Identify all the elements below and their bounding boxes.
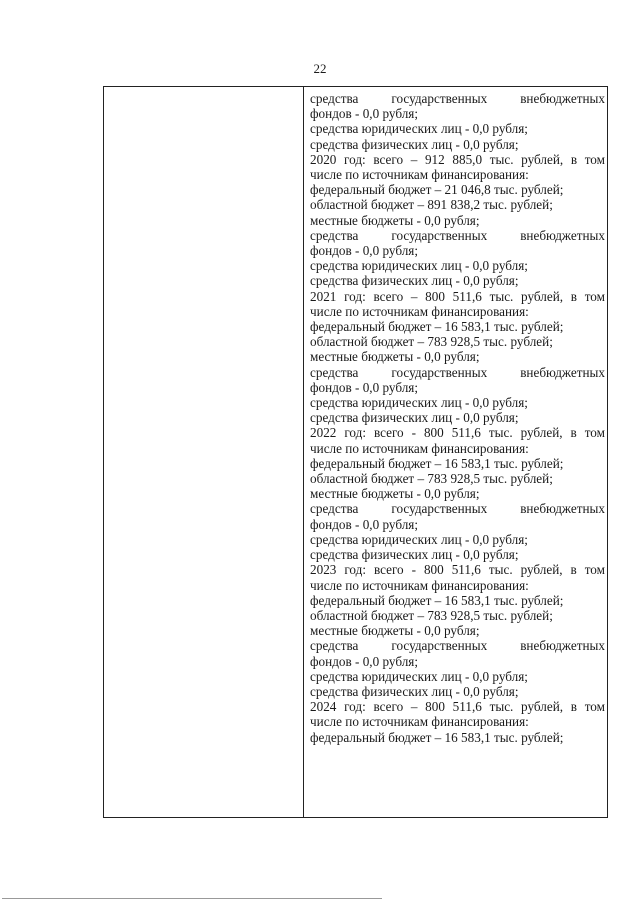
text-line: фондов - 0,0 рубля;: [310, 243, 419, 259]
text-line: средства государственных внебюджетных: [310, 638, 605, 654]
text-line: средства юридических лиц - 0,0 рубля;: [310, 531, 528, 547]
text-line: областной бюджет – 783 928,5 тыс. рублей;: [310, 607, 553, 623]
page-number: 22: [313, 61, 327, 76]
text-line: средства государственных внебюджетных: [310, 227, 605, 243]
text-line: фондов - 0,0 рубля;: [310, 106, 419, 122]
text-line: средства физических лиц - 0,0 рубля;: [310, 273, 519, 289]
text-line: 2022 год: всего - 800 511,6 тыс. рублей, в том: [310, 425, 605, 441]
text-line: средства государственных внебюджетных: [310, 91, 605, 106]
text-line: числе по источникам финансирования:: [310, 440, 529, 456]
text-line: 2024 год: всего – 800 511,6 тыс. рублей, в том: [310, 699, 605, 715]
text-line: числе по источникам финансирования:: [310, 714, 529, 730]
text-line: фондов - 0,0 рубля;: [310, 379, 419, 395]
text-line: 2023 год: всего - 800 511,6 тыс. рублей, в том: [310, 562, 605, 578]
table-right-cell: [304, 87, 607, 817]
funding-table: [103, 86, 608, 818]
text-line: местные бюджеты - 0,0 рубля;: [310, 623, 480, 639]
text-line: средства юридических лиц - 0,0 рубля;: [310, 258, 528, 274]
text-line: областной бюджет – 891 838,2 тыс. рублей;: [310, 197, 553, 213]
text-line: федеральный бюджет – 16 583,1 тыс. рублей;: [310, 592, 564, 608]
text-line: средства государственных внебюджетных: [310, 364, 605, 380]
text-line: фондов - 0,0 рубля;: [310, 653, 419, 669]
text-line: областной бюджет – 783 928,5 тыс. рублей;: [310, 471, 553, 487]
text-line: местные бюджеты - 0,0 рубля;: [310, 212, 480, 228]
text-line: средства юридических лиц - 0,0 рубля;: [310, 668, 528, 684]
text-line: средства физических лиц - 0,0 рубля;: [310, 410, 519, 426]
text-line: средства физических лиц - 0,0 рубля;: [310, 547, 519, 563]
text-line: федеральный бюджет – 21 046,8 тыс. рублей;: [310, 182, 564, 198]
text-line: средства физических лиц - 0,0 рубля;: [310, 136, 519, 152]
text-line: числе по источникам финансирования:: [310, 167, 529, 183]
text-line: местные бюджеты - 0,0 рубля;: [310, 349, 480, 365]
text-line: 2021 год: всего – 800 511,6 тыс. рублей, в том: [310, 288, 605, 304]
text-line: федеральный бюджет – 16 583,1 тыс. рублей;: [310, 455, 564, 471]
text-line: фондов - 0,0 рубля;: [310, 516, 419, 532]
text-line: 2020 год: всего – 912 885,0 тыс. рублей, в том: [310, 151, 605, 167]
text-line: областной бюджет – 783 928,5 тыс. рублей;: [310, 334, 553, 350]
page-bottom-rule: [2, 898, 382, 899]
text-line: местные бюджеты - 0,0 рубля;: [310, 486, 480, 502]
table-left-cell: [104, 87, 304, 817]
text-line: числе по источникам финансирования:: [310, 303, 529, 319]
text-line: средства государственных внебюджетных: [310, 501, 605, 517]
text-line: средства физических лиц - 0,0 рубля;: [310, 683, 519, 699]
text-line: средства юридических лиц - 0,0 рубля;: [310, 121, 528, 137]
text-line: числе по источникам финансирования:: [310, 577, 529, 593]
text-line: федеральный бюджет – 16 583,1 тыс. рублей;: [310, 729, 564, 745]
text-line: федеральный бюджет – 16 583,1 тыс. рублей;: [310, 319, 564, 335]
text-line: средства юридических лиц - 0,0 рубля;: [310, 395, 528, 411]
